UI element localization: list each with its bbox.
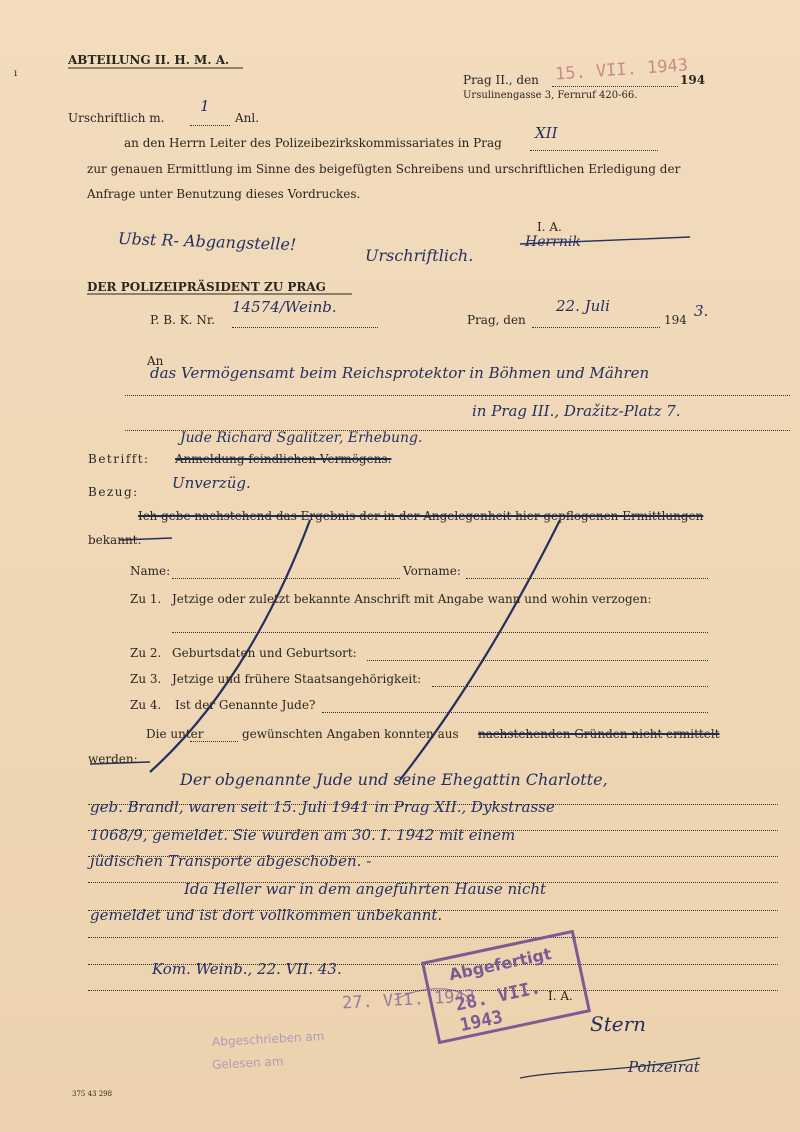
- department-heading: ABTEILUNG II. H. M. A.: [68, 53, 230, 67]
- ia-label: I. A.: [537, 220, 562, 234]
- zu2-dots: [367, 648, 708, 661]
- handnote-abgangstelle: Ubst R- Abgangstelle!: [117, 228, 297, 255]
- signature-title: Polizeirat: [628, 1058, 700, 1076]
- report-line-6: gemeldet und ist dort vollkommen unbekannt.: [90, 906, 443, 924]
- report-dots-6: [88, 925, 778, 938]
- report-line-4: jüdischen Transporte abgeschoben. -: [90, 852, 372, 870]
- gelesen-stamp: Gelesen am: [211, 1054, 284, 1072]
- betrifft-label: Betrifft:: [88, 452, 150, 466]
- purpose-line-2: Anfrage unter Benutzung dieses Vordruckes.: [87, 187, 361, 201]
- report-line-1: Der obgenannte Jude und seine Ehegattin Charlotte,: [180, 770, 608, 789]
- zu1-number: Zu 1.: [130, 592, 162, 606]
- prag-date-dots: [532, 315, 660, 328]
- werden-label: werden:: [88, 752, 138, 766]
- report-line-3: 1068/9, gemeldet. Sie wurden am 30. I. 1942 mit einem: [90, 826, 516, 844]
- abgeschrieben-stamp: Abgeschrieben am: [211, 1029, 325, 1049]
- handnote-urschriftlich: Urschriftlich.: [365, 246, 474, 265]
- zu3-dots: [432, 674, 708, 687]
- zu2-text: Geburtsdaten und Geburtsort:: [172, 646, 357, 660]
- zu3-number: Zu 3.: [130, 672, 162, 686]
- die-unter-text: gewünschten Angaben konnten aus: [242, 727, 459, 741]
- place-date-prefix: Prag II., den: [463, 73, 539, 87]
- bezug-label: Bezug:: [88, 485, 139, 499]
- signature-stern: Stern: [590, 1012, 647, 1036]
- office-address: Ursulinengasse 3, Fernruf 420-66.: [463, 90, 638, 101]
- body-struck-line-2: bekannt:: [88, 533, 142, 547]
- recipient-line-1: das Vermögensamt beim Reichsprotektor in Böhmen und Mähren: [150, 364, 650, 382]
- addressee-line: an den Herrn Leiter des Polizeibezirkskommissariates in Prag: [124, 136, 502, 150]
- purpose-line: zur genauen Ermittlung im Sinne des beigefügten Schreibens und urschriftlichen Erledigung der: [87, 162, 681, 176]
- pbk-label: P. B. K. Nr.: [150, 313, 216, 327]
- abgefertigt-date: 28. VII. 1943: [453, 977, 543, 1037]
- report-line-2: geb. Brandl, waren seit 15. Juli 1941 in Prag XII., Dykstrasse: [90, 798, 555, 816]
- year-prefix: 194: [680, 73, 706, 87]
- body-struck-line-1: Ich gebe nachstehend das Ergebnis der in der Angelegenheit hier gepflogenen Ermittlungen: [138, 509, 704, 523]
- pbk-dots: [232, 315, 378, 328]
- zu3-text: Jetzige und frühere Staatsangehörigkeit:: [172, 672, 422, 686]
- vorname-dots: [466, 566, 708, 579]
- prag-date-value: 22. Juli: [556, 297, 610, 315]
- ia-label-2: I. A.: [548, 989, 573, 1003]
- die-unter-dots: [190, 729, 238, 742]
- authority-heading: DER POLIZEIPRÄSIDENT ZU PRAG: [87, 280, 326, 294]
- zu1-text: Jetzige oder zuletzt bekannte Anschrift mit Angabe wann und wohin verzogen:: [172, 592, 652, 606]
- report-line-5: Ida Heller war in dem angeführten Hause nicht: [184, 880, 547, 898]
- name-label: Name:: [130, 564, 171, 578]
- zu4-text: Ist der Genannte Jude?: [175, 698, 316, 712]
- vorname-label: Vorname:: [403, 564, 461, 578]
- betrifft-hand: Jude Richard Sgalitzer, Erhebung.: [180, 430, 423, 446]
- attachment-count: 1: [200, 97, 210, 115]
- prag-year: 194: [664, 313, 687, 327]
- attachment-suffix: Anl.: [235, 111, 260, 125]
- zu2-number: Zu 2.: [130, 646, 162, 660]
- prag-year-hand: 3.: [694, 302, 709, 320]
- pbk-number: 14574/Weinb.: [232, 298, 337, 316]
- name-dots: [172, 566, 400, 579]
- recipient-line-2: in Prag III., Dražitz-Platz 7.: [472, 402, 681, 420]
- signature-herrnik: Herrnik: [525, 234, 581, 250]
- betrifft-struck: Anmeldung feindlichen Vermögens.: [175, 452, 392, 466]
- zu4-dots: [322, 700, 708, 713]
- district-number: XII: [535, 124, 558, 142]
- form-number: 375 43 298: [72, 1090, 113, 1098]
- report-closing: Kom. Weinb., 22. VII. 43.: [152, 960, 342, 978]
- count-dots: [190, 113, 230, 126]
- an-label: An: [147, 354, 164, 368]
- margin-mark: ı: [14, 68, 18, 79]
- bezug-hand: Unverzüg.: [172, 474, 251, 492]
- die-unter-struck: nachstehenden Gründen nicht ermittelt: [478, 727, 720, 741]
- zu1-dots: [172, 620, 708, 633]
- abgefertigt-title: Abgefertigt: [447, 944, 554, 985]
- recipient-dots-1: [125, 383, 790, 396]
- date-stamp: 15. VII. 1943: [554, 55, 689, 85]
- prag-date-prefix: Prag, den: [467, 313, 526, 327]
- date-stamp-2: 27. VII. 1943: [341, 986, 476, 1014]
- die-unter-label: Die unter: [146, 727, 204, 741]
- urschriftlich-prefix: Urschriftlich m.: [68, 111, 165, 125]
- zu4-number: Zu 4.: [130, 698, 162, 712]
